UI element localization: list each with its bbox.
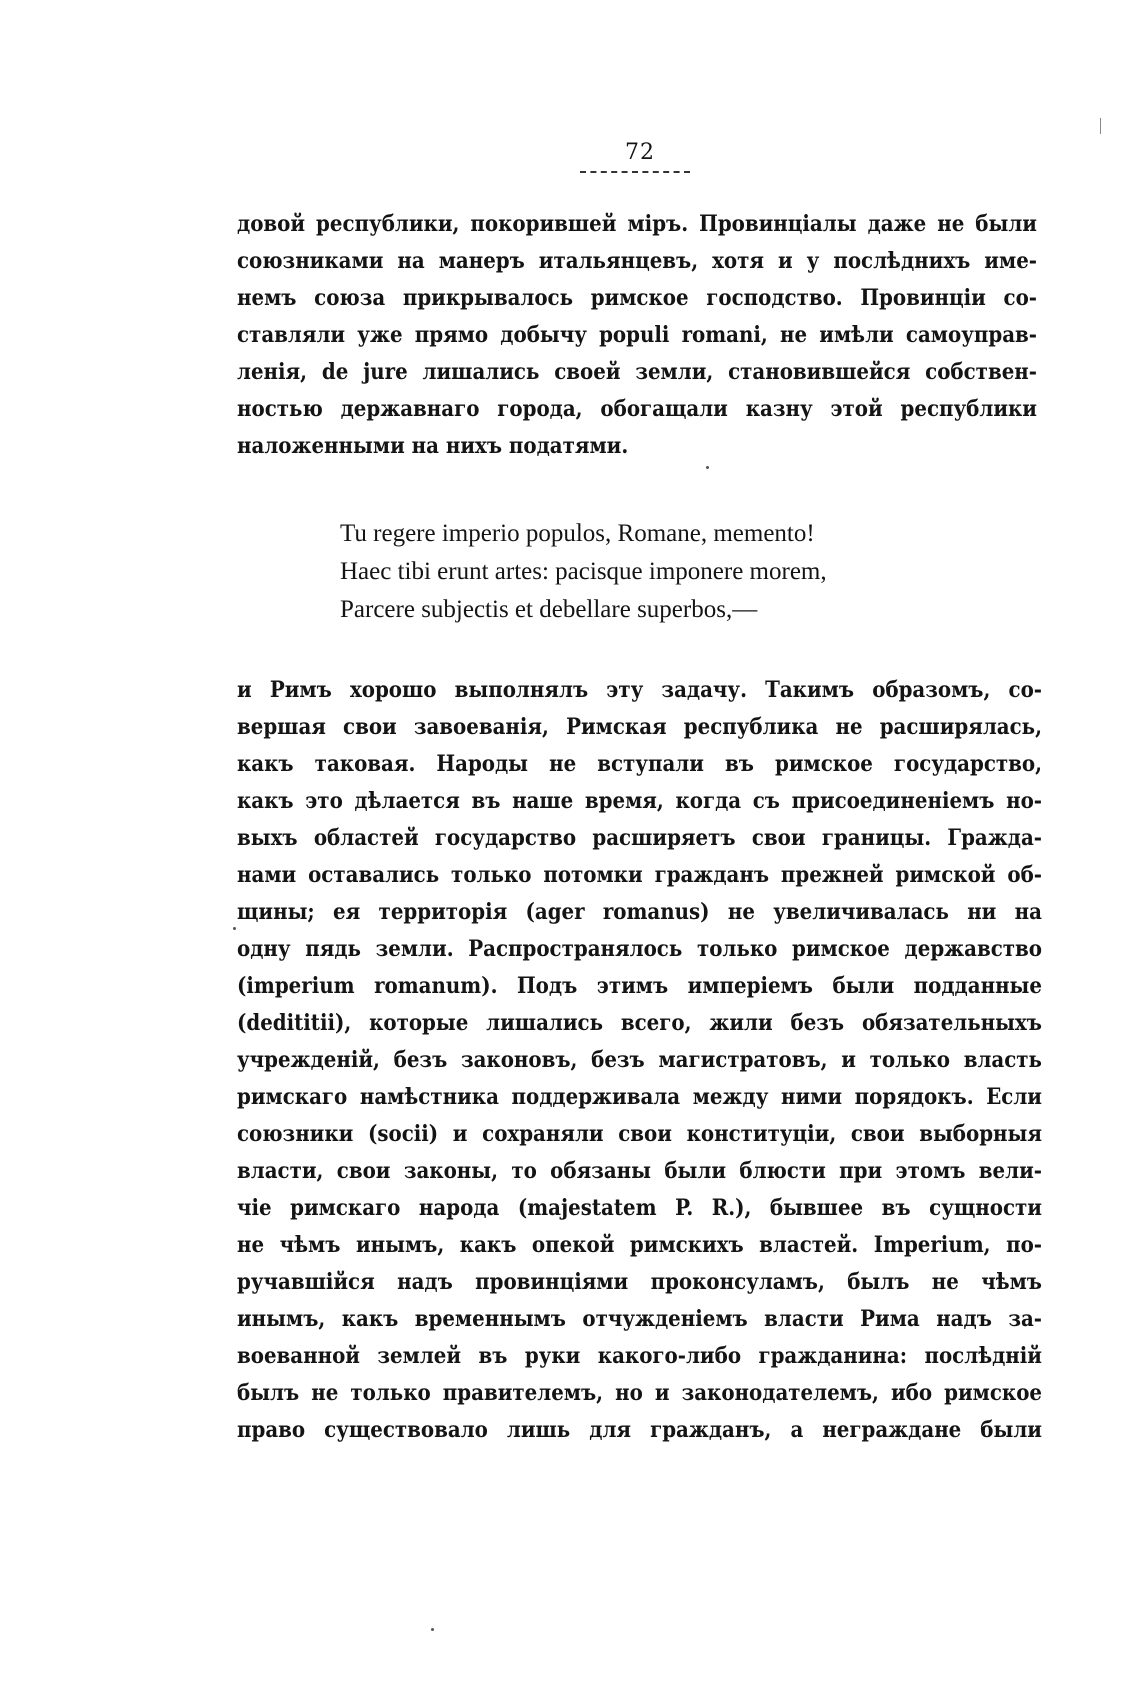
text-line: щины; ея территорія (ager romanus) не увеличивалась ни на (237, 899, 1042, 925)
paragraph-1 (237, 206, 1037, 465)
text-line: (imperium romanum). Подъ этимъ имперіемъ были подданные (237, 973, 1042, 999)
text-line: былъ не только правителемъ, но и законодателемъ, ибо римское (237, 1380, 1042, 1406)
print-speck (706, 466, 709, 469)
verse-line: Parcere subjectis et debellare superbos,— (340, 596, 758, 623)
text-line: ставляли уже прямо добычу populi romani, не имѣли самоуправ- (237, 322, 1037, 348)
text-line: чіе римскаго народа (majestatem P. R.), бывшее въ сущности (237, 1195, 1042, 1221)
text-line: не чѣмъ инымъ, какъ опекой римскихъ властей. Imperium, по- (237, 1232, 1042, 1258)
page-number: 72 (625, 140, 655, 165)
verse-line: Tu regere imperio populos, Romane, memento! (340, 520, 815, 547)
latin-verse-quote (340, 515, 900, 629)
text-line: ленія, de jure лишались своей земли, становившейся собствен- (237, 359, 1037, 385)
text-line: одну пядь земли. Распространялось только римское державство (237, 936, 1042, 962)
text-line: наложенными на нихъ податями. (237, 433, 629, 459)
margin-mark (1100, 118, 1101, 134)
text-line: ручавшійся надъ провинціями проконсуламъ, былъ не чѣмъ (237, 1269, 1042, 1295)
text-line: какъ это дѣлается въ наше время, когда съ присоединеніемъ но- (237, 788, 1042, 814)
verse-line: Haec tibi erunt artes: pacisque imponere morem, (340, 558, 827, 585)
text-line: довой республики, покорившей міръ. Провинціалы даже не были (237, 211, 1037, 237)
text-line: римскаго намѣстника поддерживала между ними порядокъ. Если (237, 1084, 1042, 1110)
text-line: воеванной землей въ руки какого-либо гражданина: послѣдній (237, 1343, 1042, 1369)
text-line: право существовало лишь для гражданъ, а неграждане были (237, 1417, 1042, 1443)
text-line: вершая свои завоеванія, Римская республика не расширялась, (237, 714, 1042, 740)
print-speck (233, 927, 236, 930)
text-line: учрежденій, безъ законовъ, безъ магистратовъ, и только власть (237, 1047, 1042, 1073)
text-line: ностью державнаго города, обогащали казну этой республики (237, 396, 1037, 422)
page-number-rule (580, 171, 690, 173)
text-line: союзники (socii) и сохраняли свои конституціи, свои выборныя (237, 1121, 1042, 1147)
text-line: и Римъ хорошо выполнялъ эту задачу. Такимъ образомъ, со- (237, 677, 1042, 703)
text-line: какъ таковая. Народы не вступали въ римское государство, (237, 751, 1042, 777)
text-line: выхъ областей государство расширяетъ свои границы. Гражда- (237, 825, 1042, 851)
text-line: нами оставались только потомки гражданъ прежней римской об- (237, 862, 1042, 888)
text-line: немъ союза прикрывалось римское господство. Провинціи со- (237, 285, 1037, 311)
text-line: инымъ, какъ временнымъ отчужденіемъ власти Рима надъ за- (237, 1306, 1042, 1332)
text-line: власти, свои законы, то обязаны были блюсти при этомъ вели- (237, 1158, 1042, 1184)
text-line: союзниками на манеръ итальянцевъ, хотя и у послѣднихъ име- (237, 248, 1037, 274)
print-speck (431, 1628, 434, 1631)
paragraph-2 (237, 672, 1042, 1449)
text-line: (dedititii), которые лишались всего, жили безъ обязательныхъ (237, 1010, 1042, 1036)
